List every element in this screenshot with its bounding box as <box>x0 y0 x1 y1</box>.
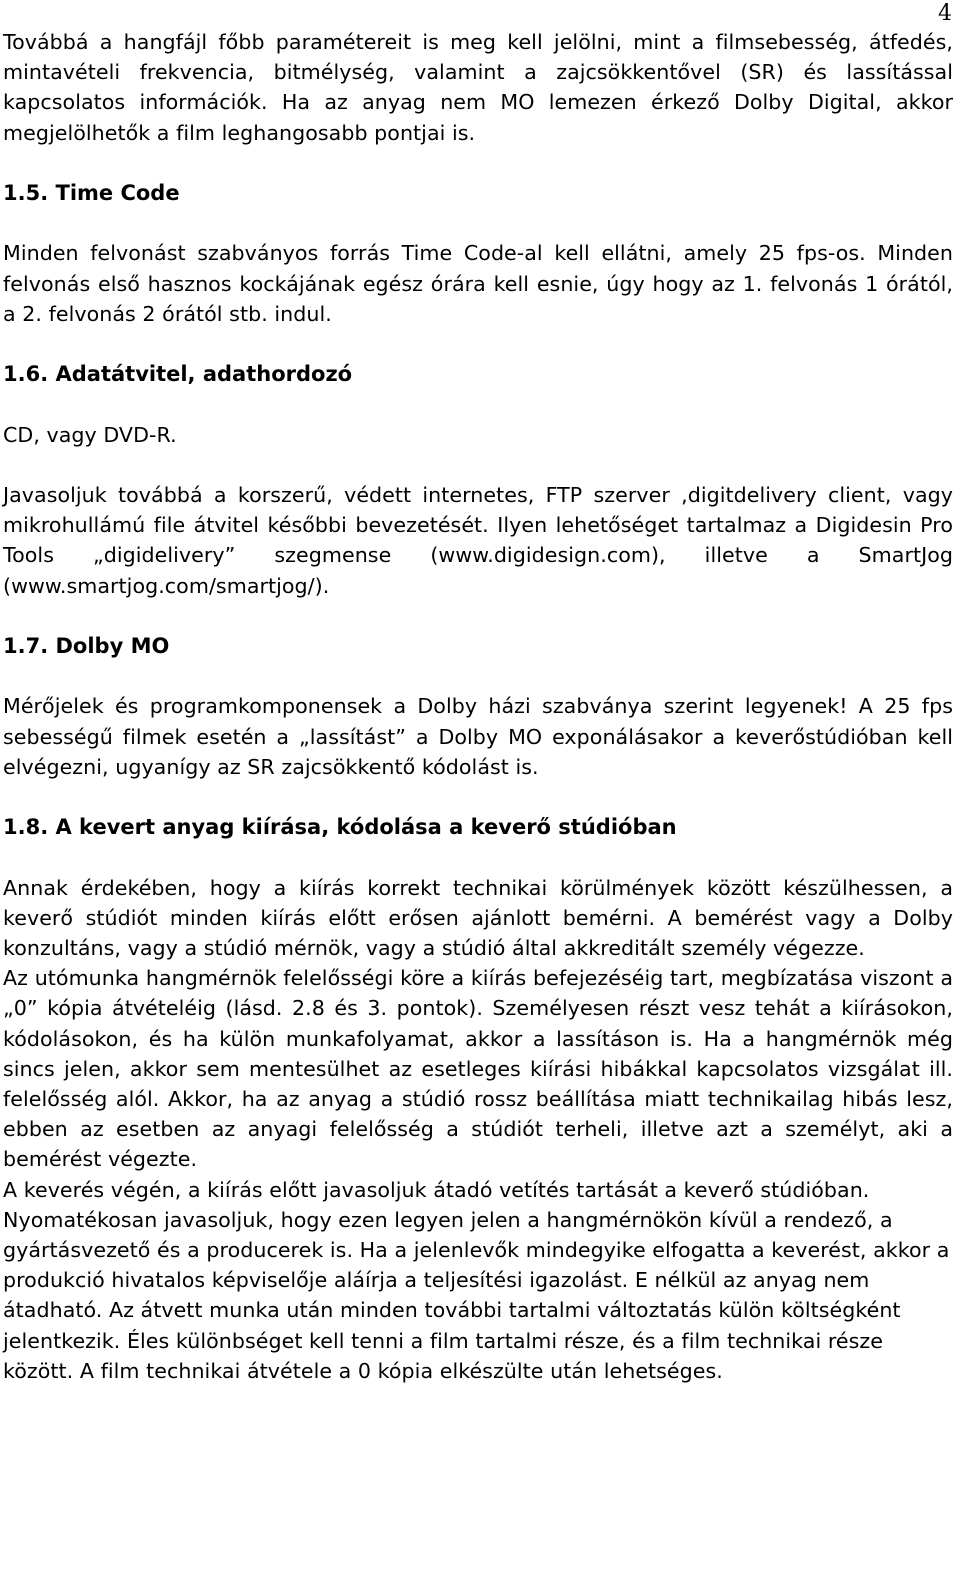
paragraph-audio-parameters: Továbbá a hangfájl főbb paramétereit is meg kell jelölni, mint a filmsebesség, átfedés, mintavételi frekvencia, bitmélység, valamint a zajcsökkentővel (SR) és lassítással kapcsolatos információk. Ha az anyag nem MO lemezen érkező Dolby Digital, akkor megjelölhetők a film leghangosabb pontjai is. <box>3 30 953 145</box>
paragraph-media: CD, vagy DVD-R. <box>3 422 177 447</box>
heading-data-transfer: 1.6. Adatátvitel, adathordozó <box>3 362 353 387</box>
heading-time-code: 1.5. Time Code <box>3 181 180 205</box>
paragraph-handover-screening: A keverés végén, a kiírás előtt javasoljuk átadó vetítés tartását a keverő stúdióban. Nyomatékosan javasoljuk, hogy ezen legyen jelen a hangmérnökön kívül a rendező, a gyártásvezető és a producerek is. Ha a jelenlevők mindegyike elfogatta a keverést, akkor a produkció hivatalos képviselője aláírja a teljesítési igazolást. E nélkül az anyag nem átadható. Az átvett munka után minden további tartalmi változtatás külön költségként jelentkezik. Éles különbséget kell tenni a film tartalmi része, és a film technikai része között. A film technikai átvétele a 0 kópia elkészülte után lehetséges. <box>3 1177 950 1383</box>
paragraph-time-code: Minden felvonást szabványos forrás Time Code-al kell ellátni, amely 25 fps-os. Minden felvonás első hasznos kockájának egész órára kell esnie, úgy hogy az 1. felvonás 1 órától, a 2. felvonás 2 órától stb. indul. <box>3 241 953 326</box>
heading-mix-printing: 1.8. A kevert anyag kiírása, kódolása a keverő stúdióban <box>3 815 677 840</box>
document-body <box>3 27 953 1386</box>
heading-dolby-mo: 1.7. Dolby MO <box>3 633 170 658</box>
paragraph-dolby-mo: Mérőjelek és programkomponensek a Dolby házi szabványa szerint legyenek! A 25 fps sebességű filmek esetén a „lassítást” a Dolby MO exponálásakor a keverőstúdióban kell elvégezni, ugyanígy az SR zajcsökkentő kódolást is. <box>3 694 953 779</box>
paragraph-digital-delivery: Javasoljuk továbbá a korszerű, védett internetes, FTP szerver ,digitdelivery client, vagy mikrohullámú file átvitel későbbi bevezetését. Ilyen lehetőséget tartalmaz a Digidesin Pro Tools „digidelivery” szegmense (www.digidesign.com), illetve a SmartJog (www.smartjog.com/smartjog/). <box>3 482 953 598</box>
paragraph-studio-calibration: Annak érdekében, hogy a kiírás korrekt technikai körülmények között készülhessen, a keverő stúdiót minden kiírás előtt erősen ajánlott bemérni. A bemérést vagy a Dolby konzultáns, vagy a stúdió mérnök, vagy a stúdió által akkreditált személy végezze. <box>3 875 953 960</box>
paragraph-engineer-responsibility: Az utómunka hangmérnök felelősségi köre a kiírás befejezéséig tart, megbízatása viszont a „0” kópia átvételéig (lásd. 2.8 és 3. pontok). Személyesen részt vesz tehát a kiírásokon, kódolásokon, és ha külön munkafolyamat, akkor a lassításon is. Ha a hangmérnök még sincs jelen, akkor sem mentesülhet az esetleges kiírási hibákkal kapcsolatos vizsgálat ill. felelősség alól. Akkor, ha az anyag a stúdió rossz beállítása miatt technikailag hibás lesz, ebben az esetben az anyagi felelősség a stúdiót terheli, illetve azt a személyt, aki a bemérést végezte. <box>3 966 953 1172</box>
page-number: 4 <box>938 1 952 26</box>
